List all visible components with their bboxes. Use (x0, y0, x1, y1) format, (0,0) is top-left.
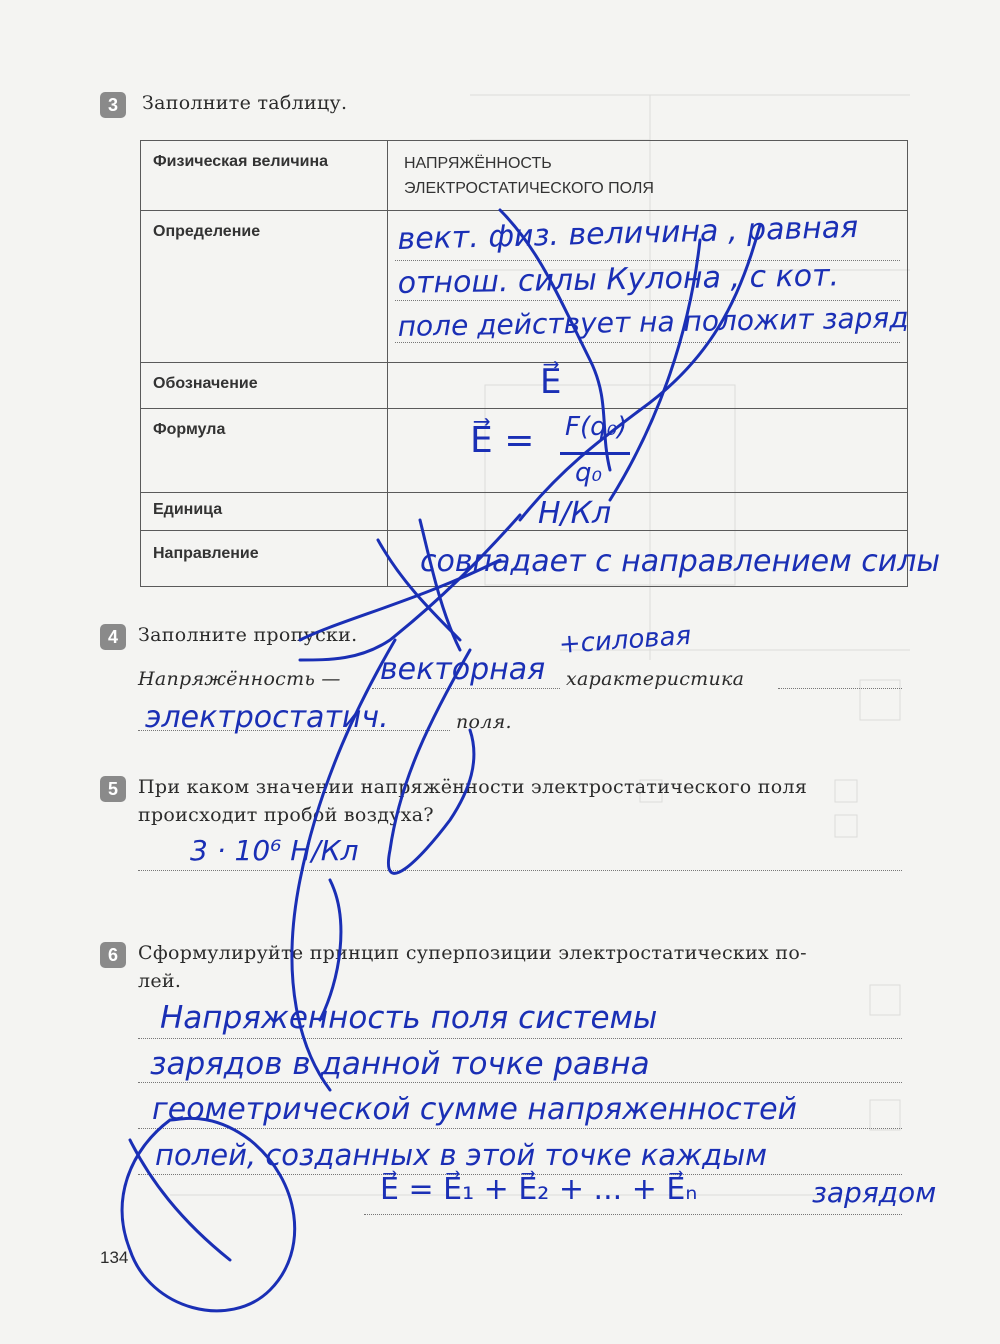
symbol-answer-cell (388, 363, 908, 409)
task-prompt: При каком значении напряжённости электростатического поля (138, 776, 808, 798)
answer-line (138, 870, 902, 871)
handwritten-definition-line-3: поле действует на положит заряд (397, 301, 909, 343)
handwritten-formula-fraction-bar (560, 452, 630, 455)
answer-line (364, 1214, 902, 1215)
task-number-badge: 5 (100, 776, 126, 802)
task-number-badge: 3 (100, 92, 126, 118)
handwritten-answer-word: зарядом (812, 1176, 937, 1209)
handwritten-formula-left: E⃗ = (470, 420, 535, 461)
handwritten-definition-line-1: вект. физ. величина , равная (397, 209, 859, 257)
table-header-label: Физическая величина (153, 153, 329, 170)
physical-quantity-table (140, 140, 908, 587)
handwritten-answer-line-3: геометрической сумме напряженностей (152, 1092, 798, 1127)
task-prompt: Заполните пропуски. (138, 624, 358, 646)
handwritten-insertion: +силовая (557, 620, 693, 660)
row-label-formula: Формула (153, 421, 226, 438)
handwritten-answer-line-1: Напряженность поля системы (160, 1000, 658, 1036)
handwritten-answer-line-2: зарядов в данной точке равна (150, 1046, 650, 1082)
fill-in-line-end: поля. (456, 711, 512, 733)
row-label-direction: Направление (153, 545, 259, 562)
fill-in-blank (372, 688, 560, 689)
fill-in-line-start: Напряжённость — (138, 668, 341, 690)
handwritten-blank-2: электростатич. (145, 700, 389, 735)
page-number: 134 (100, 1248, 129, 1267)
handwritten-answer-line-4: полей, созданных в этой точке каждым (155, 1138, 768, 1172)
answer-line (138, 1128, 902, 1129)
table-header-value: НАПРЯЖЁННОСТЬ ЭЛЕКТРОСТАТИЧЕСКОГО ПОЛЯ (404, 155, 654, 197)
answer-line (395, 342, 900, 343)
handwritten-answer: 3 · 10⁶ Н/Кл (190, 834, 359, 867)
handwritten-definition-line-2: отнош. силы Кулона , с кот. (397, 258, 840, 301)
row-label-definition: Определение (153, 223, 261, 240)
task-number-badge: 6 (100, 942, 126, 968)
formula-answer-cell (388, 409, 908, 493)
fill-in-blank (778, 688, 902, 689)
row-label-unit: Единица (153, 501, 223, 518)
row-label-symbol: Обозначение (153, 375, 258, 392)
handwritten-formula-denominator: q₀ (575, 458, 602, 488)
task-prompt: Заполните таблицу. (142, 92, 348, 114)
handwritten-symbol: E⃗ (540, 362, 562, 402)
answer-line (138, 1082, 902, 1083)
task-prompt: происходит пробой воздуха? (138, 804, 434, 826)
handwritten-direction: совпадает с направлением силы (420, 544, 941, 579)
task-number-badge: 4 (100, 624, 126, 650)
handwritten-formula-numerator: F(q₀) (565, 412, 628, 442)
unit-answer-cell (388, 493, 908, 531)
task-prompt: лей. (138, 970, 182, 992)
handwritten-unit: Н/Кл (538, 496, 612, 531)
answer-line (395, 300, 900, 301)
task-prompt: Сформулируйте принцип суперпозиции электростатических по- (138, 942, 807, 964)
answer-line (138, 1038, 902, 1039)
handwritten-blank-1: векторная (380, 652, 546, 687)
fill-in-line-end: характеристика (566, 668, 745, 690)
handwritten-formula: E⃗ = E⃗₁ + E⃗₂ + ... + E⃗ₙ (380, 1172, 698, 1207)
